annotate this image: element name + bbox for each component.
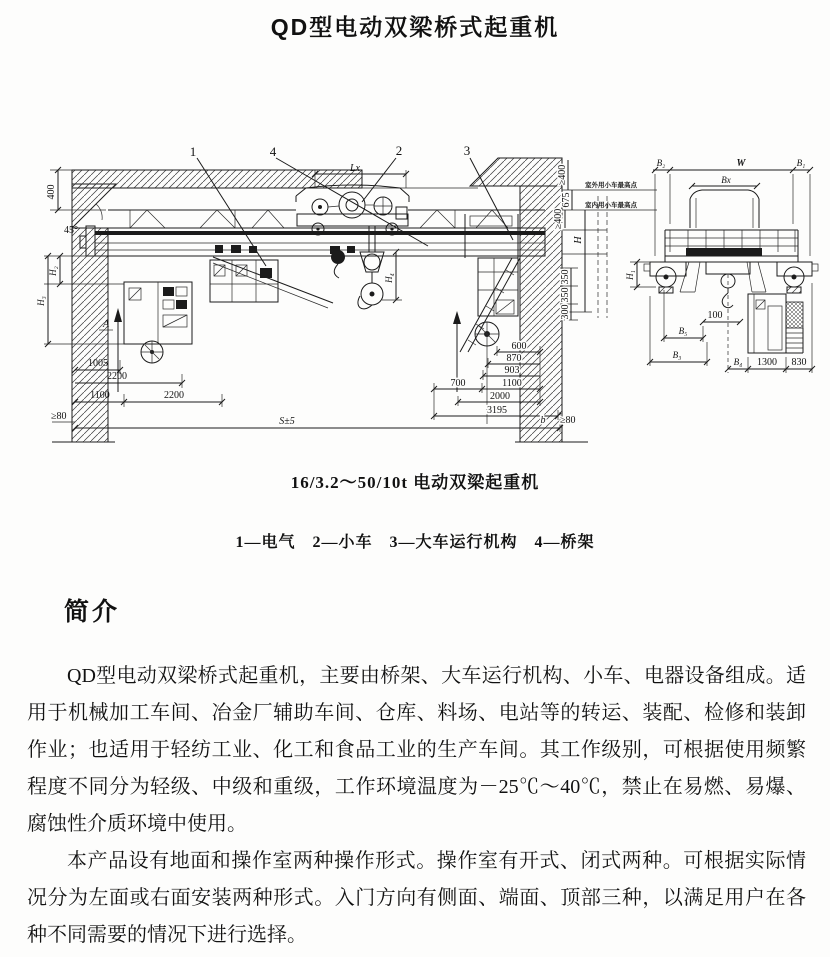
dim-h1: H₁ [625,270,635,280]
dim-lx: Lx [350,163,360,174]
dim-600: 600 [511,341,527,352]
figure-caption: 16/3.2～50/10t 电动双梁起重机 [290,473,540,492]
dim-2000: 2000 [490,391,510,402]
note-outdoor-max: 室外用小车最高点 [585,182,637,189]
electric-equipment [124,257,333,363]
callout-1: 1 [189,145,197,159]
dim-870: 870 [506,353,522,364]
dim-b5: B₅ [678,326,688,336]
dim-b3: B₃ [672,350,682,360]
dim-ge80-right: ≥80 [560,415,576,426]
intro-body [27,658,806,954]
dim-675: 675 [561,192,572,208]
intro-paragraph-1: QD型电动双梁桥式起重机，主要由桥架、大车运行机构、小车、电器设备组成。适用于机械加工车间、冶金厂辅助车间、仓库、料场、电站等的转运、装配、检修和装卸作业；也适用于轻纺工业、化工和食品工业的生产车间。其工作级别，可根据使用频繁程度不同分为轻级、中级和重级，工作环境温度为－25℃～40℃，禁止在易燃、易爆、腐蚀性介质环境中使用。 [27,665,806,835]
dim-ge400b: ≥400 [553,208,564,230]
figure-legend: 1—电气 2—小车 3—大车运行机构 4—桥架 [235,534,595,551]
dim-300: 300 [560,304,571,320]
dim-1100-left: 1100 [90,390,110,401]
dim-700: 700 [450,378,466,389]
dim-830: 830 [791,357,807,368]
dim-1005: 1005 [88,358,108,369]
dim-3195: 3195 [487,405,507,416]
dim-ge400a: ≥400 [557,164,568,186]
building-left-wall [52,170,478,442]
dim-1300: 1300 [757,357,777,368]
dims-right [553,160,657,320]
dim-100: 100 [707,310,723,321]
note-indoor-max: 室内用小车最高点 [585,202,637,209]
dim-400: 400 [46,184,57,200]
dim-b1: B₁ [796,158,806,168]
dim-45deg: 45° [64,225,78,236]
label-A: A [102,319,110,330]
dim-903: 903 [504,365,520,376]
section-heading-intro: 简介 [64,598,121,626]
dim-b4: B₄ [733,357,743,367]
dim-h2: H₂ [48,266,58,276]
page-title: QD型电动双梁桥式起重机 [270,14,560,40]
dims-left [36,167,563,432]
dim-2200b: 2200 [164,390,184,401]
dim-H: H [573,236,584,244]
dim-h4: H₄ [384,273,394,283]
dim-1100-right: 1100 [502,378,522,389]
callout-2: 2 [395,145,403,158]
dim-ge80-left: ≥80 [51,411,67,422]
intro-paragraph-2: 本产品设有地面和操作室两种操作形式。操作室有开式、闭式两种。可根据实际情况分为左面或右面安装两种形式。入门方向有侧面、端面、顶部三种，以满足用户在各种不同需要的情况下进行选择。 [27,850,806,946]
dim-bx: Bx [721,175,731,185]
technical-drawing [0,145,830,450]
dim-350b: 350 [560,287,571,303]
dim-2200a: 2200 [107,371,127,382]
callout-4: 4 [269,145,277,159]
dim-b2: B₂ [656,158,666,168]
callout-3: 3 [463,145,471,158]
dim-350a: 350 [560,269,571,285]
dim-span: S±5 [279,416,295,427]
dim-b: b [540,415,546,426]
hook-block [331,226,384,309]
dim-w: W [736,158,746,169]
dim-h3: H₃ [36,296,46,306]
